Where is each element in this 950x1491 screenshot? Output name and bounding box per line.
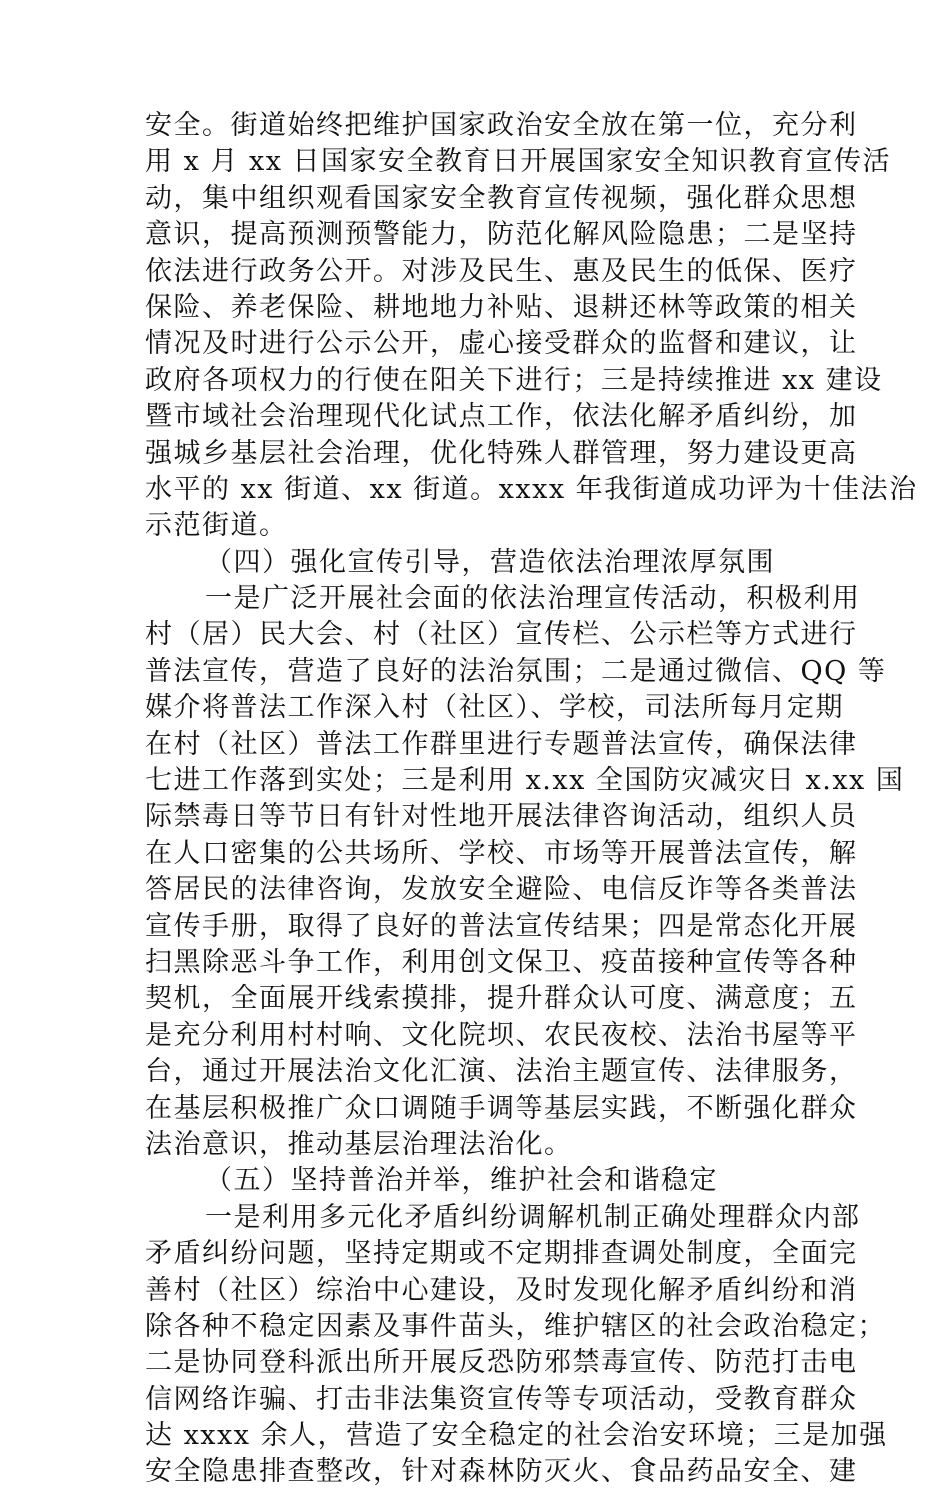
text-line: 普法宣传，营造了良好的法治氛围；二是通过微信、QQ 等 — [145, 655, 887, 687]
text-line: 宣传手册，取得了良好的普法宣传结果；四是常态化开展 — [145, 910, 858, 942]
text-line: 政府各项权力的行使在阳关下进行；三是持续推进 xx 建设 — [145, 364, 883, 396]
text-line: 媒介将普法工作深入村（社区）、学校，司法所每月定期 — [145, 692, 844, 724]
text-line: 暨市域社会治理现代化试点工作，依法化解矛盾纠纷，加 — [145, 401, 858, 433]
text-line: 动，集中组织观看国家安全教育宣传视频，强化群众思想 — [145, 182, 858, 214]
text-line: 矛盾纠纷问题，坚持定期或不定期排查调处制度，全面完 — [145, 1238, 858, 1270]
text-line: 安全。街道始终把维护国家政治安全放在第一位，充分利 — [145, 110, 858, 141]
text-line: 意识，提高预测预警能力，防范化解风险隐患；二是坚持 — [145, 219, 858, 251]
text-line: 村（居）民大会、村（社区）宣传栏、公示栏等方式进行 — [145, 619, 858, 651]
text-line: 保险、养老保险、耕地地力补贴、退耕还林等政策的相关 — [145, 291, 858, 323]
section-heading: （五）坚持普治并举，维护社会和谐稳定 — [205, 1165, 718, 1197]
text-line: 用 x 月 xx 日国家安全教育日开展国家安全知识教育宣传活 — [145, 146, 892, 178]
text-line: 扫黑除恶斗争工作，利用创文保卫、疫苗接种宣传等各种 — [145, 946, 858, 978]
text-line: 在基层积极推广众口调随手调等基层实践，不断强化群众 — [145, 1092, 858, 1124]
text-line: 是充分利用村村响、文化院坝、农民夜校、法治书屋等平 — [145, 1019, 858, 1051]
text-line: 契机，全面展开线索摸排，提升群众认可度、满意度；五 — [145, 983, 858, 1015]
text-line: 安全隐患排查整改，针对森林防灭火、食品药品安全、建 — [145, 1456, 858, 1488]
text-line: 台，通过开展法治文化汇演、法治主题宣传、法律服务， — [145, 1056, 858, 1088]
text-line: 水平的 xx 街道、xx 街道。xxxx 年我街道成功评为十佳法治 — [145, 473, 918, 505]
text-line: 二是协同登科派出所开展反恐防邪禁毒宣传、防范打击电 — [145, 1347, 858, 1379]
text-line: 答居民的法律咨询，发放安全避险、电信反诈等各类普法 — [145, 874, 858, 906]
text-line: 一是利用多元化矛盾纠纷调解机制正确处理群众内部 — [205, 1201, 861, 1233]
text-line: 七进工作落到实处；三是利用 x.xx 全国防灾减灾日 x.xx 国 — [145, 765, 905, 797]
text-line: 达 xxxx 余人，营造了安全稳定的社会治安环境；三是加强 — [145, 1420, 888, 1452]
text-line: 信网络诈骗、打击非法集资宣传等专项活动，受教育群众 — [145, 1383, 858, 1415]
text-line: 善村（社区）综治中心建设，及时发现化解矛盾纠纷和消 — [145, 1274, 858, 1306]
text-line: 在人口密集的公共场所、学校、市场等开展普法宣传，解 — [145, 837, 858, 869]
document-body — [145, 108, 918, 1491]
text-line: 示范街道。 — [145, 510, 288, 542]
text-line: 际禁毒日等节日有针对性地开展法律咨询活动，组织人员 — [145, 801, 858, 833]
text-line: 强城乡基层社会治理，优化特殊人群管理，努力建设更高 — [145, 437, 858, 469]
text-line: 在村（社区）普法工作群里进行专题普法宣传，确保法律 — [145, 728, 858, 760]
text-line: 一是广泛开展社会面的依法治理宣传活动，积极利用 — [205, 583, 861, 615]
text-line: 除各种不稳定因素及事件苗头，维护辖区的社会政治稳定； — [145, 1310, 886, 1342]
text-line: 依法进行政务公开。对涉及民生、惠及民生的低保、医疗 — [145, 255, 858, 287]
section-heading: （四）强化宣传引导，营造依法治理浓厚氛围 — [205, 546, 775, 578]
text-line: 情况及时进行公示公开，虚心接受群众的监督和建议，让 — [145, 328, 858, 360]
text-line: 法治意识，推动基层治理法治化。 — [145, 1128, 573, 1160]
